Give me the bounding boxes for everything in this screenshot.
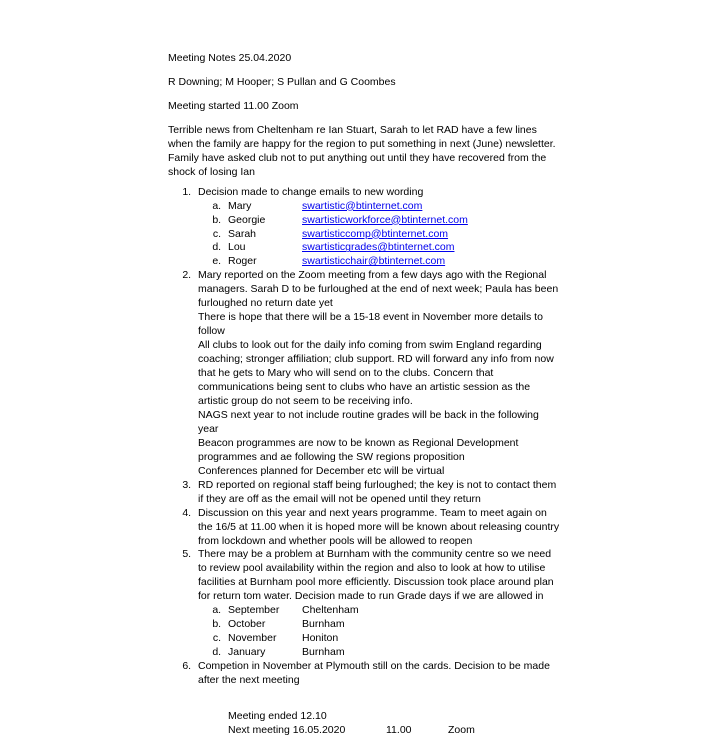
- agenda-item-4-text: 4. Discussion on this year and next years programme. Team to meet again on the 16/5 at 11.00 when it is hoped more will be known about releasing country from lockdown and whether pools will be allowed to reopen: [198, 506, 560, 547]
- email-address-link[interactable]: swartistic@btinternet.com: [302, 199, 423, 212]
- spacer: [168, 66, 560, 76]
- email-person-name: d. Lou: [228, 241, 246, 254]
- agenda-item-1: [194, 186, 560, 270]
- agenda-item-2-line-5: Beacon programmes are now to be known as Regional Development programmes and ae following the SW regions proposition: [198, 436, 519, 463]
- meeting-start-line: Meeting started 11.00 Zoom: [168, 99, 299, 112]
- list-item: [224, 632, 560, 646]
- meeting-ended-row: [228, 710, 560, 724]
- email-person-name: c. Sarah: [228, 227, 257, 240]
- agenda-item-5-text: 5. There may be a problem at Burnham with the community centre so we need to review pool availability within the region and also to look at how to utilise facilities at Burnham pool more efficiently. Discussion took place around plan for return tom water. Decision made to run Grade days if we are allowed in: [198, 548, 554, 603]
- intro-paragraph: Terrible news from Cheltenham re Ian Stuart, Sarah to let RAD have a few lines when the family are happy for the region to put something in next (June) newsletter. Family have asked club not to put anything out until they have recovered from the shock of losing Ian: [168, 123, 556, 178]
- grade-day-venue: Burnham: [302, 618, 345, 631]
- agenda-item-2-line-3: All clubs to look out for the daily info coming from swim England regarding coaching; stronger affiliation; club support. RD will forward any info from now that he gets to Mary who will send on to the clubs. Concern that communications being sent to clubs who have an artistic session as the artistic group do not seem to be receiving info.: [198, 339, 554, 407]
- agenda-item-6: [194, 660, 560, 688]
- agenda-list: [168, 186, 560, 688]
- list-item: [224, 241, 560, 255]
- grade-day-venue: Burnham: [302, 646, 345, 659]
- next-meeting-label: Next meeting 16.05.2020: [228, 723, 346, 736]
- spacer: [168, 90, 560, 100]
- meeting-title: Meeting Notes 25.04.2020: [168, 52, 292, 64]
- agenda-item-5: [194, 548, 560, 660]
- email-person-name: a. Mary: [228, 199, 252, 212]
- list-item: [224, 646, 560, 660]
- agenda-item-3-text: 3. RD reported on regional staff being furloughed; the key is not to contact them if they are off as the email will not be opened until they return: [198, 478, 557, 505]
- next-meeting-row: [228, 724, 560, 738]
- grade-day-venue: Cheltenham: [302, 604, 359, 617]
- email-address-link[interactable]: swartisticcomp@btinternet.com: [302, 227, 449, 240]
- agenda-item-6-text: 6. Competion in November at Plymouth still on the cards. Decision to be made after the next meeting: [198, 660, 550, 687]
- email-address-link[interactable]: swartisticchair@btinternet.com: [302, 255, 446, 268]
- agenda-item-4: [194, 507, 560, 549]
- list-item: [224, 604, 560, 618]
- agenda-item-1-text: 1. Decision made to change emails to new wording: [198, 185, 424, 198]
- agenda-item-2: [194, 269, 560, 478]
- next-meeting-platform: Zoom: [448, 723, 475, 736]
- grade-day-month: b. October: [228, 618, 266, 631]
- list-item: [224, 214, 560, 228]
- list-item: [224, 255, 560, 269]
- grade-day-venue: Honiton: [302, 632, 339, 645]
- agenda-item-2-line-2: There is hope that there will be a 15-18 event in November more details to follow: [198, 311, 543, 338]
- spacer: [168, 114, 560, 124]
- email-address-link[interactable]: swartisticworkforce@btinternet.com: [302, 213, 468, 226]
- grade-days-list: [198, 604, 560, 660]
- meeting-ended-label: Meeting ended 12.10: [228, 709, 327, 722]
- list-item: [224, 200, 560, 214]
- email-person-name: e. Roger: [228, 255, 257, 268]
- email-person-name: b. Georgie: [228, 213, 266, 226]
- meeting-footer: [168, 710, 560, 738]
- email-address-link[interactable]: swartisticgrades@btinternet.com: [302, 241, 455, 254]
- list-item: [224, 228, 560, 242]
- email-list: [198, 200, 560, 270]
- agenda-item-2-line-1: 2. Mary reported on the Zoom meeting from a few days ago with the Regional managers. Sarah D to be furloughed at the end of next week; Paula has been furloughed no return date yet: [198, 269, 559, 310]
- next-meeting-time: 11.00: [386, 723, 412, 736]
- grade-day-month: a. September: [228, 604, 280, 617]
- list-item: [224, 618, 560, 632]
- agenda-item-3: [194, 479, 560, 507]
- agenda-item-2-line-6: Conferences planned for December etc will be virtual: [198, 464, 445, 477]
- attendees-line: R Downing; M Hooper; S Pullan and G Coombes: [168, 75, 396, 88]
- grade-day-month: c. November: [228, 632, 277, 645]
- grade-day-month: d. January: [228, 646, 266, 659]
- agenda-item-2-line-4: NAGS next year to not include routine grades will be back in the following year: [198, 408, 539, 435]
